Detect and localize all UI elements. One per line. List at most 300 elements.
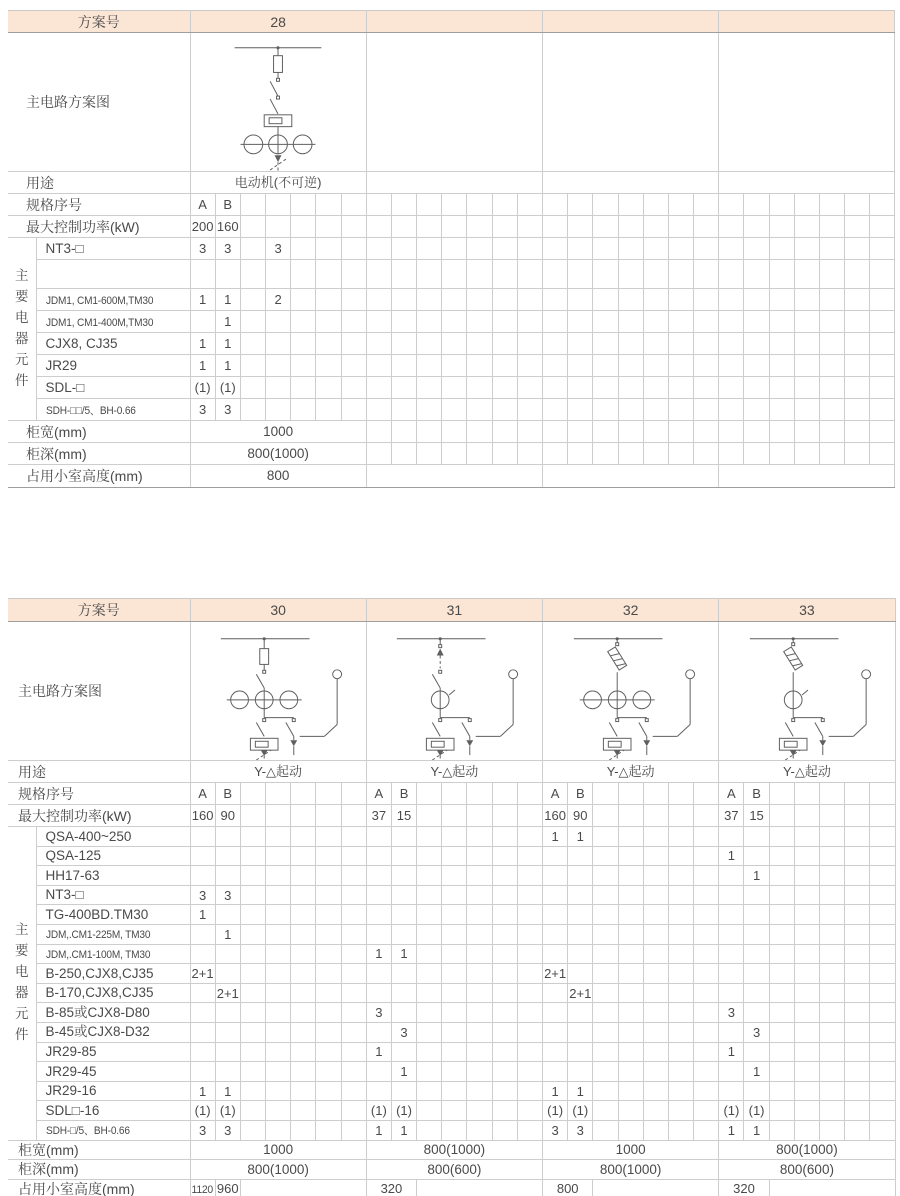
component-value-cell xyxy=(542,289,567,311)
component-value-cell xyxy=(618,1120,643,1140)
value: 1120 xyxy=(191,1183,214,1196)
component-value-cell xyxy=(391,1081,416,1101)
component-value-cell xyxy=(870,289,895,311)
component-value-cell xyxy=(417,399,442,421)
usage-label: 用途 xyxy=(8,761,190,783)
spec-table xyxy=(8,10,895,488)
power-cell xyxy=(417,216,442,238)
spec-cell xyxy=(266,194,291,216)
spec-cell xyxy=(819,194,844,216)
component-value-cell xyxy=(316,905,341,925)
component-value-cell xyxy=(618,1062,643,1082)
component-value-cell xyxy=(442,885,467,905)
component-value-cell xyxy=(291,944,316,964)
component-value-cell xyxy=(593,311,618,333)
component-value-cell xyxy=(593,905,618,925)
spec-cell xyxy=(492,783,517,805)
component-value-cell xyxy=(492,260,517,289)
component-value-cell xyxy=(568,924,593,944)
component-value-cell xyxy=(719,1022,744,1042)
component-value-cell xyxy=(794,333,819,355)
cabinet-width-cell xyxy=(845,421,870,443)
component-value-cell xyxy=(190,944,215,964)
cabinet-depth-cell xyxy=(442,443,467,465)
group-label-cell xyxy=(8,827,36,1141)
component-value-cell: 1 xyxy=(215,289,240,311)
component-value-cell xyxy=(568,355,593,377)
component-value-cell xyxy=(240,866,265,886)
component-value-cell: (1) xyxy=(568,1101,593,1121)
component-value-cell xyxy=(391,827,416,847)
component-value-cell xyxy=(794,1062,819,1082)
component-value-cell xyxy=(215,944,240,964)
component-value-cell xyxy=(190,983,215,1003)
component-value-cell xyxy=(291,924,316,944)
component-value-cell xyxy=(467,905,492,925)
component-value-cell xyxy=(593,1081,618,1101)
component-value-cell xyxy=(291,905,316,925)
power-cell xyxy=(593,805,618,827)
component-value-cell xyxy=(618,1081,643,1101)
component-value-cell xyxy=(316,399,341,421)
component-value-cell xyxy=(794,885,819,905)
component-value-cell xyxy=(845,827,870,847)
component-value-cell xyxy=(819,944,844,964)
cabinet-width-cell xyxy=(517,421,542,443)
cabinet-depth-cell xyxy=(870,443,895,465)
component-value-cell xyxy=(391,905,416,925)
component-value-cell: 1 xyxy=(190,905,215,925)
component-value-cell xyxy=(341,1062,366,1082)
power-cell xyxy=(240,216,265,238)
component-value-cell xyxy=(442,289,467,311)
component-value-cell xyxy=(870,1120,895,1140)
component-value-cell xyxy=(794,846,819,866)
cabinet-width-cell xyxy=(694,421,719,443)
component-value-cell xyxy=(391,964,416,984)
component-value-cell xyxy=(341,944,366,964)
component-value-cell xyxy=(417,846,442,866)
component-value-cell xyxy=(769,399,794,421)
component-value-cell: 1 xyxy=(719,1042,744,1062)
component-value-cell xyxy=(819,355,844,377)
component-value-cell xyxy=(492,1081,517,1101)
table-row xyxy=(8,1140,895,1160)
component-value-cell xyxy=(719,311,744,333)
component-value-cell xyxy=(467,827,492,847)
component-value-cell xyxy=(467,238,492,260)
component-value-cell xyxy=(794,1042,819,1062)
component-value-cell xyxy=(240,311,265,333)
table-row xyxy=(8,311,895,333)
component-value-cell: 1 xyxy=(568,827,593,847)
component-value-cell xyxy=(316,1042,341,1062)
component-value-cell: (1) xyxy=(190,1101,215,1121)
component-value-cell: 1 xyxy=(190,289,215,311)
component-value-cell xyxy=(266,1022,291,1042)
component-value-cell xyxy=(266,885,291,905)
room-height-cell xyxy=(366,465,542,488)
spec-cell xyxy=(568,194,593,216)
cabinet-depth-cell xyxy=(417,443,442,465)
max-power-label: 最大控制功率(kW) xyxy=(8,805,190,827)
component-value-cell xyxy=(442,827,467,847)
component-value-cell xyxy=(291,377,316,399)
spec-cell xyxy=(366,194,391,216)
component-value-cell xyxy=(845,983,870,1003)
component-value-cell xyxy=(517,1081,542,1101)
cabinet-depth-cell xyxy=(366,443,391,465)
component-value-cell xyxy=(668,885,693,905)
cabinet-width-cell xyxy=(668,421,693,443)
component-value-cell xyxy=(291,1042,316,1062)
scheme-number-cell: 28 xyxy=(190,11,366,33)
component-value-cell xyxy=(291,238,316,260)
component-value-cell xyxy=(643,1003,668,1023)
component-value-cell xyxy=(870,924,895,944)
component-value-cell xyxy=(719,377,744,399)
component-value-cell xyxy=(240,333,265,355)
component-value-cell xyxy=(769,983,794,1003)
component-value-cell xyxy=(240,905,265,925)
component-value-cell xyxy=(568,1022,593,1042)
component-value-cell xyxy=(341,885,366,905)
component-value-cell xyxy=(417,260,442,289)
power-cell xyxy=(719,216,744,238)
component-value-cell xyxy=(417,333,442,355)
component-value-cell xyxy=(442,377,467,399)
component-name: CJX8, CJ35 xyxy=(36,333,190,355)
component-name: QSA-125 xyxy=(36,846,190,866)
component-value-cell xyxy=(366,377,391,399)
component-value-cell xyxy=(417,238,442,260)
diagram-cell xyxy=(190,622,366,761)
component-value-cell xyxy=(316,866,341,886)
component-value-cell xyxy=(694,944,719,964)
component-value-cell: 1 xyxy=(719,1120,744,1140)
component-value-cell xyxy=(668,1022,693,1042)
component-value-cell xyxy=(845,885,870,905)
component-value-cell xyxy=(341,1003,366,1023)
spec-cell xyxy=(618,194,643,216)
power-cell xyxy=(467,216,492,238)
component-value-cell xyxy=(266,846,291,866)
component-value-cell xyxy=(668,1081,693,1101)
component-value-cell xyxy=(769,311,794,333)
component-value-cell xyxy=(694,1003,719,1023)
component-value-cell: 1 xyxy=(215,924,240,944)
component-value-cell xyxy=(719,885,744,905)
usage-cell xyxy=(366,172,542,194)
component-name xyxy=(36,260,190,289)
component-value-cell xyxy=(870,399,895,421)
component-value-cell xyxy=(442,866,467,886)
component-value-cell: 3 xyxy=(744,1022,769,1042)
component-value-cell xyxy=(492,846,517,866)
component-value-cell xyxy=(366,866,391,886)
component-value-cell xyxy=(190,846,215,866)
room-height-cell: 800 xyxy=(190,465,366,488)
cabinet-depth-cell xyxy=(794,443,819,465)
component-value-cell xyxy=(618,238,643,260)
component-value-cell xyxy=(568,885,593,905)
component-value-cell xyxy=(870,827,895,847)
component-value-cell xyxy=(543,1062,568,1082)
component-value-cell xyxy=(543,1003,568,1023)
component-value-cell xyxy=(266,983,291,1003)
component-value-cell xyxy=(517,238,542,260)
component-value-cell xyxy=(240,924,265,944)
component-name-text: JDM,.CM1-225M, TM30 xyxy=(45,929,150,942)
cabinet-depth-cell xyxy=(744,443,769,465)
spec-cell: B xyxy=(215,194,240,216)
spec-cell: A xyxy=(190,783,215,805)
component-value-cell xyxy=(442,238,467,260)
circuit-diagram-32 xyxy=(544,623,718,760)
diagram-cell xyxy=(543,622,719,761)
component-value-cell: (1) xyxy=(719,1101,744,1121)
component-value-cell xyxy=(391,399,416,421)
spec-cell: B xyxy=(744,783,769,805)
component-value-cell: 1 xyxy=(366,944,391,964)
component-value-cell xyxy=(769,238,794,260)
component-value-cell xyxy=(417,905,442,925)
component-value-cell xyxy=(543,1042,568,1062)
component-value-cell xyxy=(366,260,391,289)
component-value-cell xyxy=(417,1022,442,1042)
component-value-cell xyxy=(341,1081,366,1101)
cabinet-depth-label: 柜深(mm) xyxy=(8,443,190,465)
component-value-cell xyxy=(744,377,769,399)
cabinet-width-cell xyxy=(492,421,517,443)
component-value-cell: 3 xyxy=(719,1003,744,1023)
component-value-cell xyxy=(845,1101,870,1121)
component-value-cell xyxy=(492,944,517,964)
component-value-cell xyxy=(517,1022,542,1042)
component-value-cell: 2 xyxy=(266,289,291,311)
component-value-cell xyxy=(316,944,341,964)
component-value-cell xyxy=(190,311,215,333)
component-value-cell xyxy=(593,846,618,866)
component-value-cell xyxy=(694,260,719,289)
component-value-cell xyxy=(492,355,517,377)
component-value-cell xyxy=(517,846,542,866)
component-value-cell xyxy=(668,399,693,421)
spec-cell xyxy=(769,194,794,216)
spec-cell xyxy=(341,783,366,805)
spec-cell xyxy=(593,194,618,216)
table-row xyxy=(8,1003,895,1023)
main-circuit-label: 主电路方案图 xyxy=(8,622,190,761)
component-value-cell xyxy=(819,964,844,984)
component-value-cell xyxy=(593,866,618,886)
component-value-cell xyxy=(694,399,719,421)
component-value-cell xyxy=(819,399,844,421)
component-value-cell xyxy=(442,1003,467,1023)
room-height-cell: 800 xyxy=(543,1179,593,1196)
component-name: TG-400BD.TM30 xyxy=(36,905,190,925)
component-value-cell xyxy=(694,1022,719,1042)
power-cell xyxy=(769,216,794,238)
spec-cell: A xyxy=(543,783,568,805)
component-name: B-250,CJX8,CJ35 xyxy=(36,964,190,984)
component-value-cell: 1 xyxy=(215,355,240,377)
component-value-cell xyxy=(341,1022,366,1042)
component-value-cell xyxy=(341,289,366,311)
component-value-cell xyxy=(593,924,618,944)
component-value-cell xyxy=(744,311,769,333)
cabinet-width-cell xyxy=(618,421,643,443)
component-value-cell xyxy=(190,1062,215,1082)
spec-cell xyxy=(593,783,618,805)
component-value-cell xyxy=(845,311,870,333)
component-value-cell xyxy=(819,1120,844,1140)
component-name: B-170,CJX8,CJ35 xyxy=(36,983,190,1003)
component-value-cell xyxy=(442,924,467,944)
component-value-cell xyxy=(316,1003,341,1023)
power-cell xyxy=(668,805,693,827)
component-value-cell xyxy=(694,983,719,1003)
component-value-cell xyxy=(517,260,542,289)
room-height-cell xyxy=(190,1179,215,1196)
component-value-cell: 1 xyxy=(215,311,240,333)
component-value-cell xyxy=(543,983,568,1003)
component-value-cell xyxy=(568,944,593,964)
component-value-cell xyxy=(819,238,844,260)
component-value-cell xyxy=(794,355,819,377)
component-name: B-45或CJX8-D32 xyxy=(36,1022,190,1042)
component-value-cell: (1) xyxy=(391,1101,416,1121)
component-value-cell xyxy=(417,827,442,847)
component-value-cell xyxy=(819,1081,844,1101)
component-value-cell xyxy=(215,905,240,925)
component-value-cell xyxy=(618,944,643,964)
cabinet-depth-cell xyxy=(467,443,492,465)
component-value-cell xyxy=(593,1120,618,1140)
cabinet-width-cell: 1000 xyxy=(190,421,366,443)
component-value-cell xyxy=(492,1101,517,1121)
component-value-cell xyxy=(845,333,870,355)
component-value-cell xyxy=(845,1022,870,1042)
cabinet-depth-cell xyxy=(517,443,542,465)
table-row xyxy=(8,377,895,399)
component-value-cell xyxy=(190,1042,215,1062)
component-value-cell xyxy=(391,311,416,333)
component-value-cell xyxy=(643,924,668,944)
power-cell xyxy=(366,216,391,238)
component-value-cell xyxy=(643,1120,668,1140)
table-row xyxy=(8,355,895,377)
component-value-cell xyxy=(240,355,265,377)
table-row xyxy=(8,983,895,1003)
component-value-cell xyxy=(291,1120,316,1140)
component-value-cell xyxy=(442,1101,467,1121)
component-value-cell xyxy=(643,1022,668,1042)
circuit-diagram-30 xyxy=(191,623,365,760)
component-name: SDL□-16 xyxy=(36,1101,190,1121)
cabinet-width-cell xyxy=(467,421,492,443)
component-value-cell xyxy=(870,983,895,1003)
component-name: JR29-45 xyxy=(36,1062,190,1082)
component-value-cell xyxy=(542,260,567,289)
cabinet-width-label: 柜宽(mm) xyxy=(8,421,190,443)
component-name: HH17-63 xyxy=(36,866,190,886)
cabinet-depth-cell xyxy=(694,443,719,465)
cabinet-depth-cell xyxy=(845,443,870,465)
component-value-cell xyxy=(568,905,593,925)
component-value-cell xyxy=(618,1022,643,1042)
component-value-cell xyxy=(190,866,215,886)
component-value-cell xyxy=(643,355,668,377)
component-value-cell xyxy=(517,905,542,925)
component-value-cell xyxy=(366,924,391,944)
table-row xyxy=(8,599,895,622)
spec-cell xyxy=(417,194,442,216)
component-value-cell xyxy=(542,311,567,333)
component-value-cell xyxy=(618,924,643,944)
scheme-table-30-33 xyxy=(8,598,900,1196)
component-name-text: JDM,.CM1-100M, TM30 xyxy=(45,948,150,961)
component-value-cell: 3 xyxy=(543,1120,568,1140)
component-value-cell xyxy=(391,355,416,377)
component-value-cell xyxy=(845,399,870,421)
component-value-cell xyxy=(240,238,265,260)
component-value-cell xyxy=(819,1062,844,1082)
component-value-cell xyxy=(467,355,492,377)
component-value-cell xyxy=(417,377,442,399)
component-value-cell xyxy=(517,924,542,944)
component-value-cell xyxy=(845,1120,870,1140)
component-value-cell xyxy=(341,924,366,944)
component-value-cell xyxy=(744,885,769,905)
component-value-cell xyxy=(719,333,744,355)
component-value-cell: 1 xyxy=(568,1081,593,1101)
usage-cell: Y-△起动 xyxy=(719,761,895,783)
component-value-cell xyxy=(442,333,467,355)
power-cell xyxy=(870,216,895,238)
component-value-cell xyxy=(769,827,794,847)
component-value-cell xyxy=(291,983,316,1003)
component-value-cell xyxy=(593,238,618,260)
component-value-cell xyxy=(845,846,870,866)
component-value-cell xyxy=(316,964,341,984)
component-value-cell xyxy=(870,885,895,905)
component-name-text: SDH-□/5、BH-0.66 xyxy=(45,1125,130,1138)
component-value-cell xyxy=(517,399,542,421)
component-value-cell xyxy=(819,289,844,311)
component-value-cell xyxy=(291,311,316,333)
component-value-cell xyxy=(819,866,844,886)
room-height-cell xyxy=(769,1179,895,1196)
component-value-cell xyxy=(618,846,643,866)
component-value-cell xyxy=(744,399,769,421)
cabinet-depth-cell xyxy=(643,443,668,465)
component-value-cell xyxy=(391,260,416,289)
component-value-cell: 1 xyxy=(744,1062,769,1082)
component-value-cell xyxy=(794,1022,819,1042)
power-cell xyxy=(492,805,517,827)
room-height-cell xyxy=(240,1179,366,1196)
power-cell: 90 xyxy=(215,805,240,827)
component-value-cell: 3 xyxy=(190,1120,215,1140)
component-value-cell xyxy=(492,983,517,1003)
component-value-cell xyxy=(543,846,568,866)
component-value-cell xyxy=(794,924,819,944)
component-value-cell xyxy=(291,1022,316,1042)
component-value-cell xyxy=(694,238,719,260)
component-value-cell xyxy=(845,1062,870,1082)
component-value-cell xyxy=(517,944,542,964)
